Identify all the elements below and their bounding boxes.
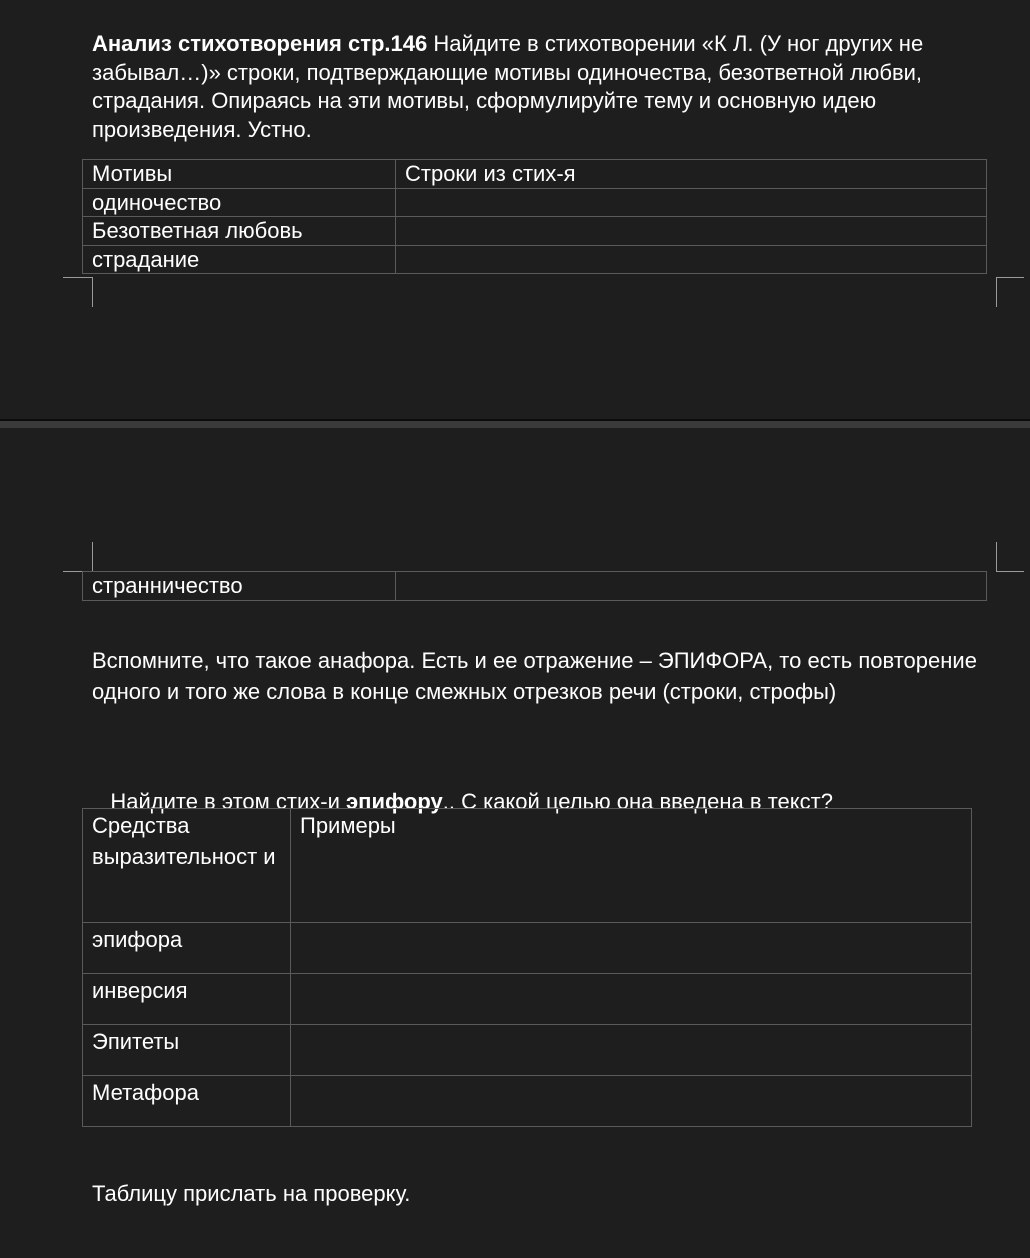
expressive-means-table: [82, 808, 972, 1127]
lines-cell[interactable]: [396, 188, 987, 217]
anaphora-paragraph: Вспомните, что такое анафора. Есть и ее отражение – ЭПИФОРА, то есть повторение одного и того же слова в конце смежных отрезков речи (строки, строфы): [92, 648, 977, 704]
footer-instruction: Таблицу прислать на проверку.: [92, 1181, 411, 1206]
motives-table-continued: [82, 571, 987, 601]
example-cell[interactable]: [291, 974, 972, 1025]
table-row: [83, 923, 972, 974]
corner-mark: [92, 277, 93, 307]
corner-mark: [996, 571, 1024, 572]
header-motives: Мотивы: [83, 160, 396, 189]
corner-mark: [996, 277, 997, 307]
means-cell: Метафора: [83, 1076, 291, 1127]
table-header-row: [83, 160, 987, 189]
page-separator: [0, 421, 1030, 428]
header-examples: Примеры: [291, 809, 972, 923]
table-row: [83, 245, 987, 274]
example-cell[interactable]: [291, 1025, 972, 1076]
example-cell[interactable]: [291, 923, 972, 974]
example-cell[interactable]: [291, 1076, 972, 1127]
motive-cell: странничество: [83, 572, 396, 601]
table-row: [83, 217, 987, 246]
table-row: [83, 188, 987, 217]
corner-mark: [63, 277, 93, 278]
table-row: [83, 572, 987, 601]
task-heading: [92, 30, 986, 144]
motive-cell: одиночество: [83, 188, 396, 217]
lines-cell[interactable]: [396, 245, 987, 274]
task-text-start: Найдите в этом стих-и: [104, 788, 346, 814]
task-text-end: .. С какой целью она введена в текст?: [442, 788, 833, 814]
task-keyword: эпифору: [346, 788, 443, 814]
header-means: Средства выразительност и: [83, 809, 291, 923]
corner-mark: [996, 542, 997, 571]
means-cell: Эпитеты: [83, 1025, 291, 1076]
table-header-row: [83, 809, 972, 923]
motive-cell: Безответная любовь: [83, 217, 396, 246]
lines-cell[interactable]: [396, 572, 987, 601]
motive-cell: страдание: [83, 245, 396, 274]
header-lines: Строки из стих-я: [396, 160, 987, 189]
means-cell: эпифора: [83, 923, 291, 974]
heading-instructions: Найдите в стихотворении «К Л. (У ног других не забывал…)» строки, подтверждающие мотивы одиночества, безответной любви, страдания. Опираясь на эти мотивы, сформулируйте тему и основную идею произведения. Устно.: [92, 31, 924, 142]
means-cell: инверсия: [83, 974, 291, 1025]
motives-table: [82, 159, 987, 274]
table-row: [83, 1025, 972, 1076]
corner-mark: [996, 277, 1024, 278]
heading-title: Анализ стихотворения стр.146: [92, 31, 428, 56]
lines-cell[interactable]: [396, 217, 987, 246]
corner-mark: [92, 542, 93, 571]
table-row: [83, 1076, 972, 1127]
table-row: [83, 974, 972, 1025]
